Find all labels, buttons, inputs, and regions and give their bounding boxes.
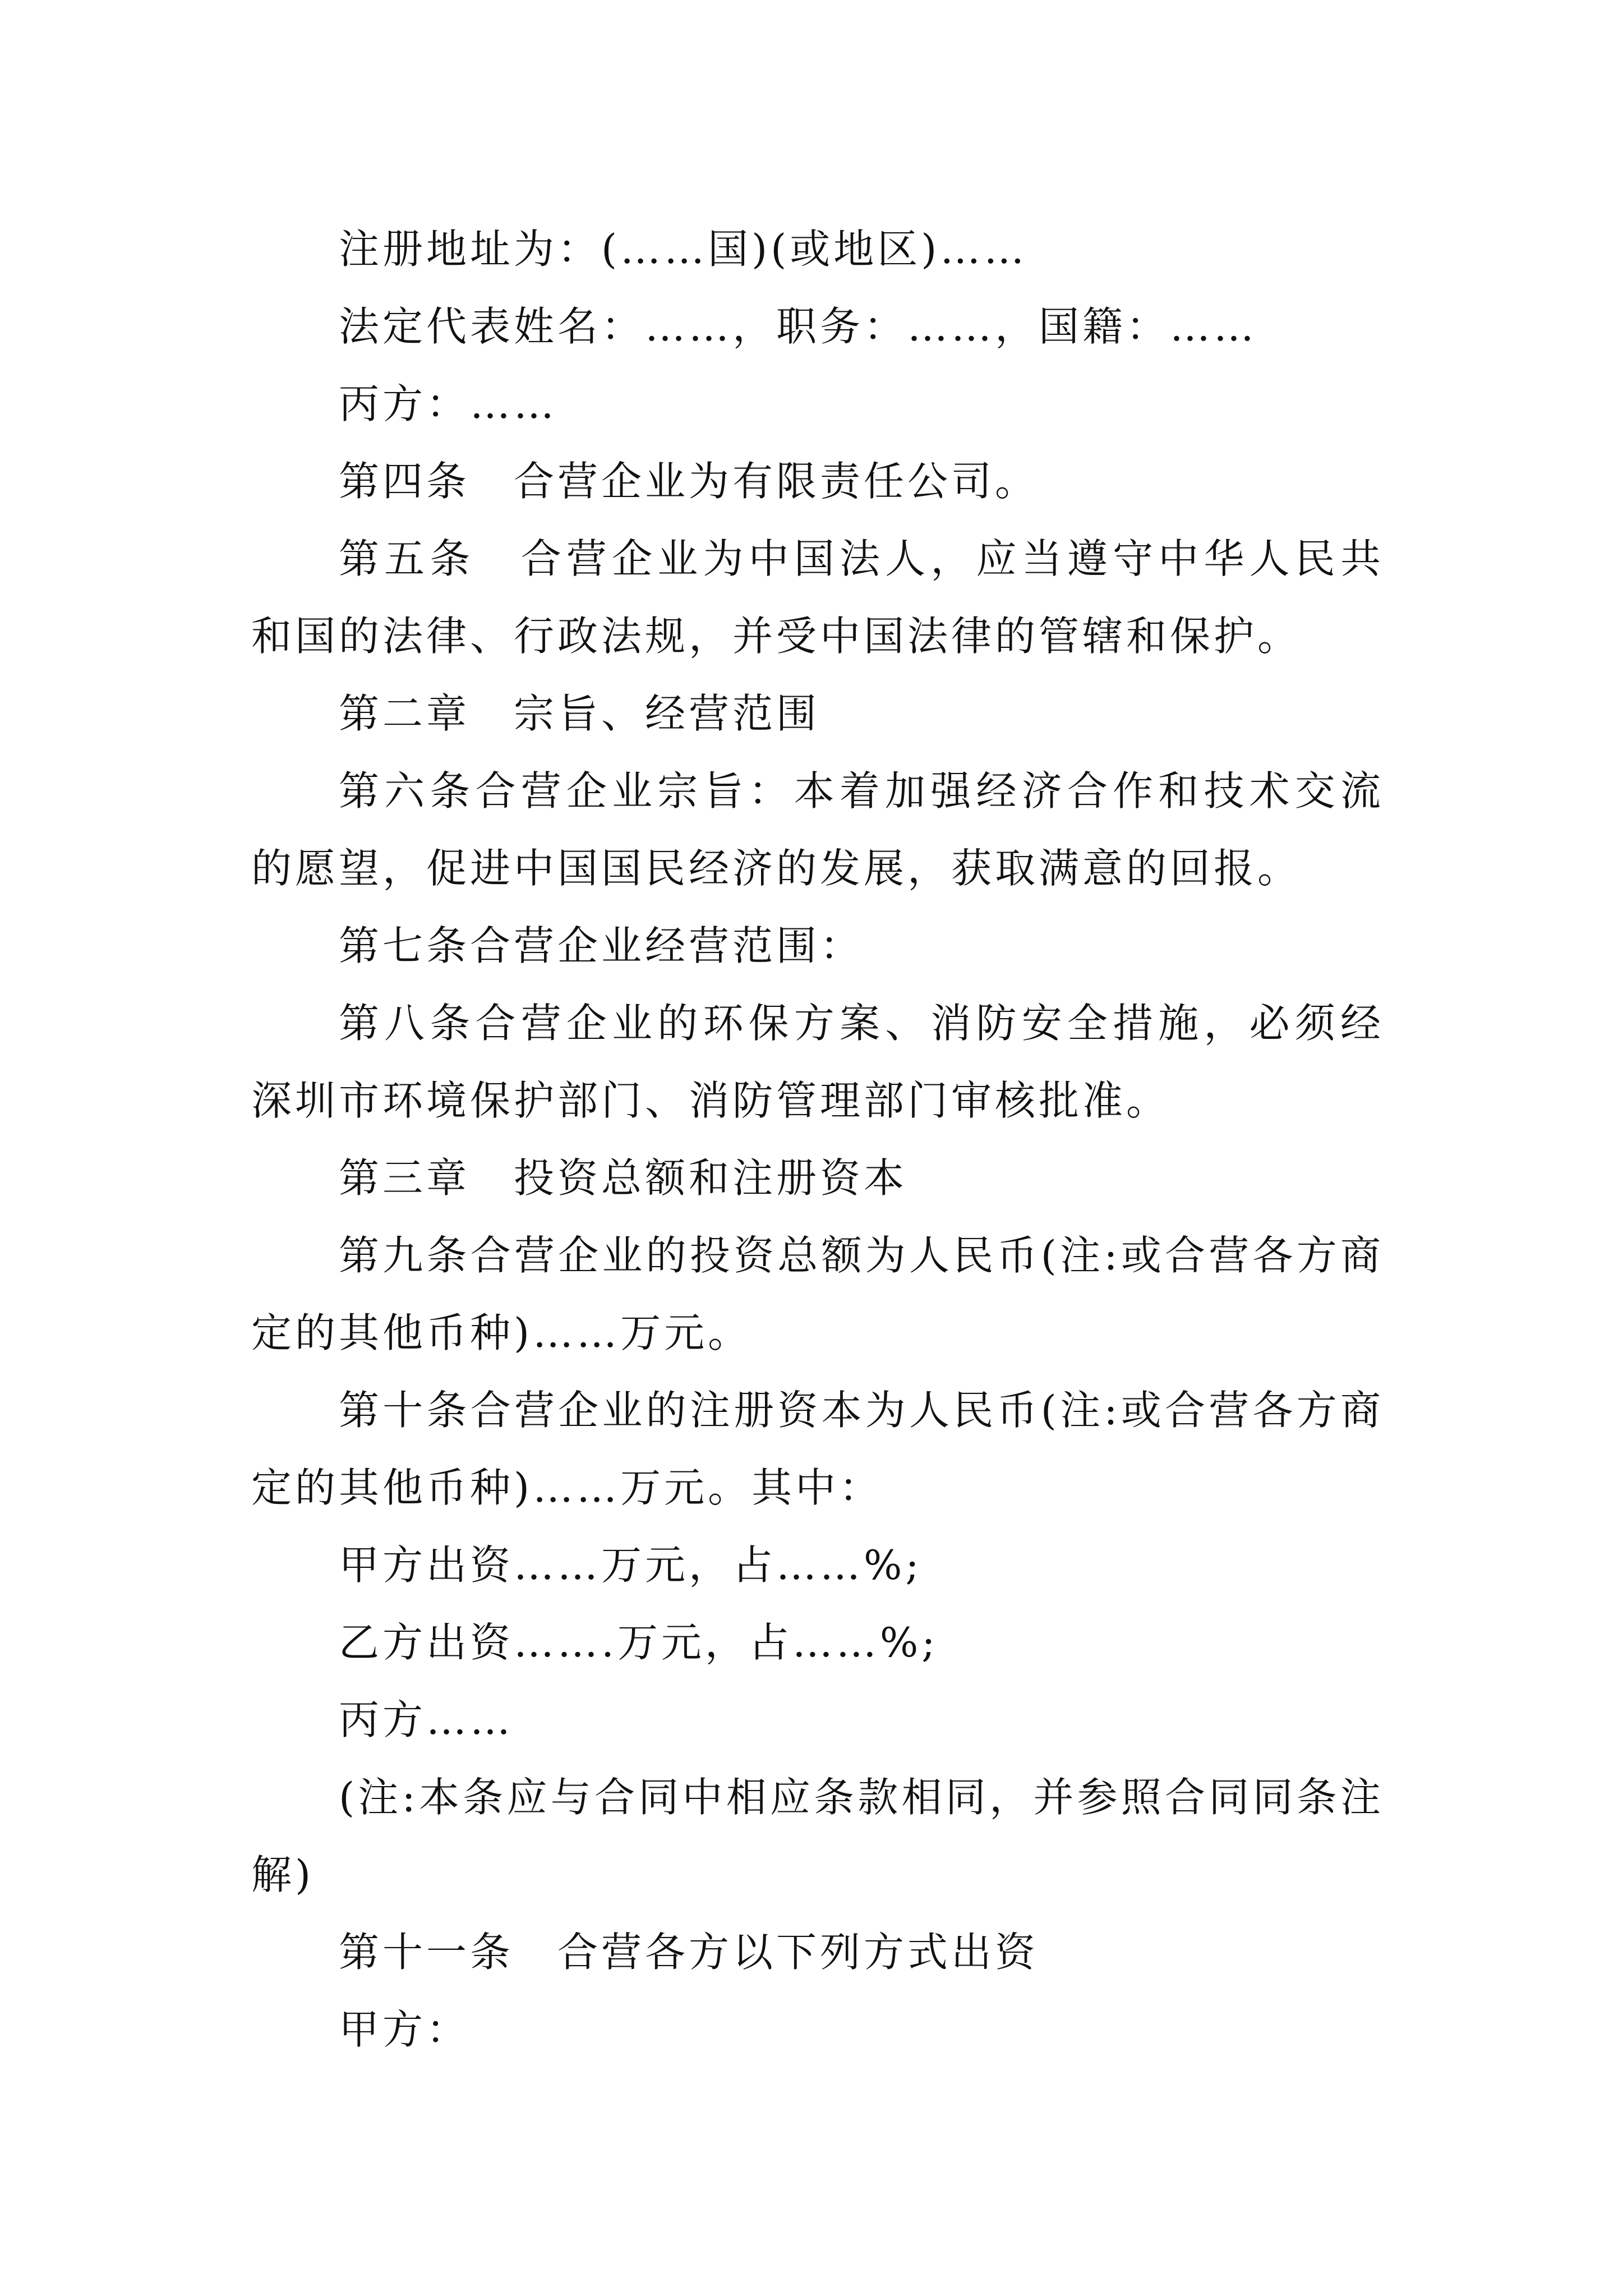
article-11: 第十一条 合营各方以下列方式出资 [339, 1929, 1039, 1976]
party-b-contribution: 乙方出资…….万元，占……%; [339, 1619, 939, 1666]
contribution-note: (注:本条应与合同中相应条款相同，并参照合同同条注解) [251, 1774, 1384, 1898]
article-5: 第五条 合营企业为中国法人，应当遵守中华人民共和国的法律、行政法规，并受中国法律的管辖和保护。 [251, 535, 1384, 660]
party-a-contribution: 甲方出资……万元，占……%; [339, 1542, 923, 1589]
paragraph-legal-representative: 法定代表姓名：……，职务：……，国籍：…… [339, 303, 1258, 350]
chapter-3-heading: 第三章 投资总额和注册资本 [339, 1154, 908, 1202]
party-c-contribution: 丙方…… [339, 1696, 514, 1743]
party-a-label: 甲方： [339, 2006, 471, 2053]
article-6: 第六条合营企业宗旨：本着加强经济合作和技术交流的愿望，促进中国国民经济的发展，获取满意的回报。 [251, 767, 1384, 892]
paragraph-party-c: 丙方：…… [339, 380, 558, 427]
article-8: 第八条合营企业的环保方案、消防安全措施，必须经深圳市环境保护部门、消防管理部门审核批准。 [251, 1000, 1384, 1124]
article-4: 第四条 合营企业为有限责任公司。 [339, 458, 1039, 505]
chapter-2-heading: 第二章 宗旨、经营范围 [339, 690, 820, 737]
article-10: 第十条合营企业的注册资本为人民币(注:或合营各方商定的其他币种)……万元。其中： [251, 1387, 1384, 1511]
document-body [251, 210, 1384, 2068]
article-9: 第九条合营企业的投资总额为人民币(注:或合营各方商定的其他币种)……万元。 [251, 1232, 1384, 1356]
article-7: 第七条合营企业经营范围： [339, 922, 864, 969]
paragraph-registered-address: 注册地址为：(……国)(或地区)…… [339, 226, 1028, 273]
